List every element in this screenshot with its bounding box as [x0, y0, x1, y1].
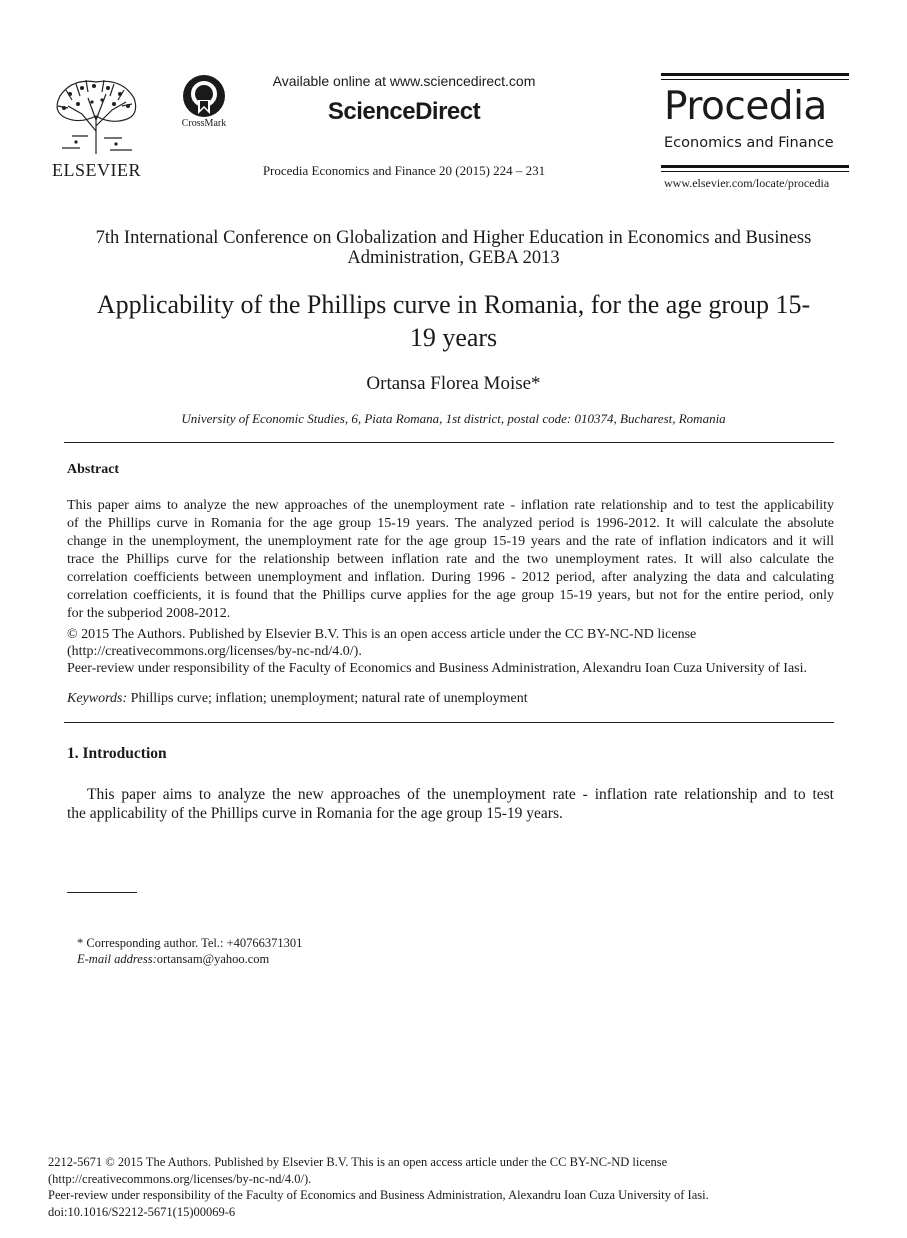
- crossmark-label: CrossMark: [181, 118, 227, 129]
- footnote-rule: [67, 892, 137, 893]
- elsevier-logo: [48, 72, 148, 180]
- divider-bottom: [64, 722, 834, 723]
- elsevier-wordmark: ELSEVIER: [52, 160, 141, 180]
- license-statement: [67, 626, 834, 677]
- conference-line-1: 7th International Conference on Globalization and Higher Education in Economics and Business: [95, 228, 812, 248]
- crossmark-icon: [182, 74, 226, 118]
- keywords: [67, 691, 834, 707]
- footer-issn-license: 2212-5671 © 2015 The Authors. Published by Elsevier B.V. This is an open access article under the CC BY-NC-ND license: [48, 1155, 668, 1169]
- email-address[interactable]: ortansam@yahoo.com: [156, 952, 270, 966]
- corresponding-author: * Corresponding author. Tel.: +40766371301: [77, 936, 303, 950]
- crossmark-badge[interactable]: [172, 74, 236, 134]
- email-line: [77, 951, 302, 967]
- footer-peer-review: Peer-review under responsibility of the Faculty of Economics and Business Administration, Alexandru Ioan Cuza University of Iasi.: [48, 1188, 709, 1202]
- title-line-1: Applicability of the Phillips curve in Romania, for the age group 15-: [96, 290, 811, 319]
- abstract-line: change in the unemployment, the unemployment rate for the age group 15-19 years and the rate of inflation indicators and it will: [67, 534, 834, 549]
- footer-doi[interactable]: doi:10.1016/S2212-5671(15)00069-6: [48, 1204, 236, 1219]
- author-name: Ortansa Florea Moise*: [366, 373, 541, 394]
- introduction-body: [67, 785, 834, 823]
- procedia-url-link[interactable]: www.elsevier.com/locate/procedia: [664, 176, 830, 190]
- introduction-heading: 1. Introduction: [67, 745, 167, 762]
- procedia-journal-logo: [661, 73, 849, 193]
- procedia-bottom-rule-thin: [661, 171, 849, 172]
- procedia-subtitle: Economics and Finance: [664, 135, 834, 151]
- abstract-line: for the subperiod 2008-2012.: [67, 606, 231, 621]
- abstract-line: correlation coefficients, it is found that the Phillips curve applies for the age group 15-19 years, but not for the entire period, only: [67, 588, 834, 603]
- elsevier-tree-icon: [52, 76, 140, 156]
- divider-top: [64, 442, 834, 443]
- introduction-line-2: the applicability of the Phillips curve in Romania for the age group 15-19 years.: [67, 805, 563, 822]
- abstract-body: [67, 497, 834, 623]
- conference-line-2: Administration, GEBA 2013: [347, 248, 560, 268]
- abstract-heading: Abstract: [67, 462, 120, 477]
- available-online: Available online at www.sciencedirect.com: [272, 73, 536, 89]
- abstract-line: This paper aims to analyze the new approaches of the unemployment rate - inflation rate relationship and to test the applicability: [67, 498, 834, 513]
- page-footer: [48, 1154, 848, 1220]
- footnote: [77, 935, 302, 967]
- title-line-2: 19 years: [409, 323, 498, 352]
- email-label: E-mail address:: [77, 952, 157, 966]
- keywords-label: Keywords:: [67, 691, 128, 706]
- conference-name: [50, 228, 857, 268]
- procedia-bottom-rule: [661, 165, 849, 168]
- abstract-line: trace the Phillips curve for the relationship between inflation rate and the two unemployment rates. It will also calculate the: [67, 552, 834, 567]
- abstract-line: correlation coefficients between unemployment and inflation. During 1996 - 2012 period, after analyzing the data and calculating: [67, 570, 834, 585]
- procedia-top-rule-thin: [661, 79, 849, 80]
- procedia-name: Procedia: [664, 84, 827, 129]
- license-line-1: © 2015 The Authors. Published by Elsevier B.V. This is an open access article under the CC BY-NC-ND license: [67, 627, 697, 642]
- license-link[interactable]: (http://creativecommons.org/licenses/by-nc-nd/4.0/).: [67, 644, 362, 659]
- article-title: [50, 288, 857, 354]
- footer-license-link[interactable]: (http://creativecommons.org/licenses/by-nc-nd/4.0/).: [48, 1171, 312, 1186]
- keywords-list: Phillips curve; inflation; unemployment; natural rate of unemployment: [130, 691, 528, 706]
- sciencedirect-brand: ScienceDirect: [327, 98, 481, 125]
- peer-review-note: Peer-review under responsibility of the Faculty of Economics and Business Administration, Alexandru Ioan Cuza University of Iasi.: [67, 661, 808, 676]
- introduction-line-1: This paper aims to analyze the new approaches of the unemployment rate - inflation rate relationship and to test: [87, 786, 834, 803]
- abstract-line: of the Phillips curve in Romania for the age group 15-19 years. The analyzed period is 1996-2012. It will calculate the absolute: [67, 516, 834, 531]
- procedia-top-rule: [661, 73, 849, 76]
- journal-reference: Procedia Economics and Finance 20 (2015) 224 – 231: [262, 163, 546, 178]
- author-affiliation: University of Economic Studies, 6, Piata Romana, 1st district, postal code: 010374, Bucharest, Romania: [181, 411, 726, 426]
